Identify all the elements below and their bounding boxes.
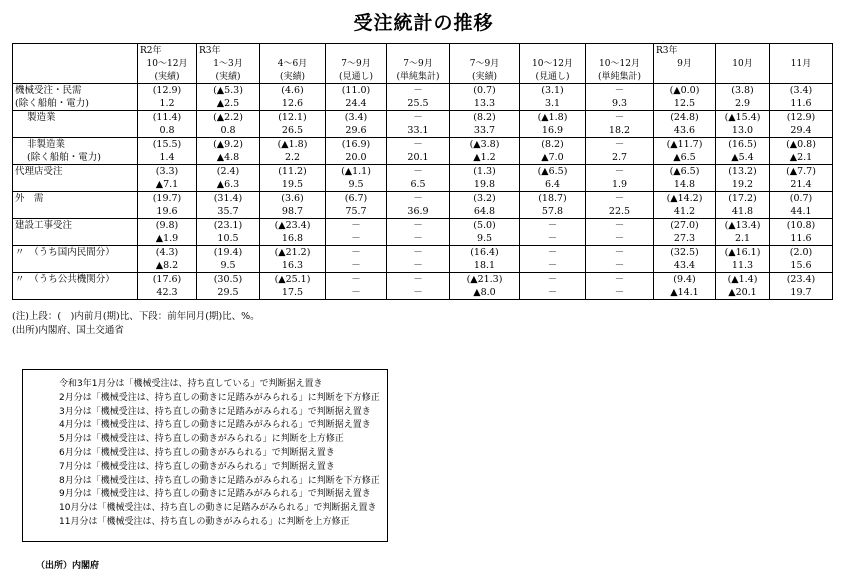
value-mom: (11.4) (138, 111, 197, 125)
value-mom: (19.7) (138, 192, 197, 206)
header-kind: (見通し) (520, 70, 586, 84)
value-mom: (0.7) (770, 192, 833, 206)
value-yoy: 11.6 (770, 232, 833, 246)
value-mom: (3.1) (520, 84, 586, 98)
value-mom: (4.3) (138, 246, 197, 260)
value-mom: (3.2) (450, 192, 520, 206)
value-mom: (▲1.8) (260, 138, 326, 152)
row-label-sub: (除く船舶・電力) (13, 97, 138, 111)
value-mom: － (586, 273, 654, 287)
table-note: (注)上段：( )内前月(期)比、下段：前年同月(期)比、%。 (12, 311, 260, 322)
value-mom: (▲21.3) (450, 273, 520, 287)
table-row (13, 205, 833, 219)
value-yoy: 2.9 (716, 97, 770, 111)
value-mom: (▲1.1) (326, 165, 387, 179)
header-year: R2年 (138, 44, 197, 58)
value-mom: (▲6.5) (520, 165, 586, 179)
value-mom: (12.9) (770, 111, 833, 125)
value-mom: (▲1.4) (716, 273, 770, 287)
value-yoy: 6.5 (387, 178, 450, 192)
value-yoy: ▲7.1 (138, 178, 197, 192)
value-yoy: ▲20.1 (716, 286, 770, 300)
header-year: R3年 (654, 44, 716, 58)
value-yoy: 0.8 (197, 124, 260, 138)
value-yoy: 20.0 (326, 151, 387, 165)
value-yoy: 0.8 (138, 124, 197, 138)
header-kind (770, 70, 833, 84)
table-row (13, 192, 833, 206)
value-yoy: 57.8 (520, 205, 586, 219)
value-mom: － (387, 246, 450, 260)
value-yoy: ▲6.5 (654, 151, 716, 165)
row-label-sub (13, 286, 138, 300)
value-mom: (▲3.8) (450, 138, 520, 152)
judgment-line: 7月分は「機械受注は、持ち直しの動きがみられる」で判断据え置き (59, 461, 335, 472)
judgment-history-list (59, 378, 380, 530)
value-yoy: ▲1.9 (138, 232, 197, 246)
value-yoy: 16.3 (260, 259, 326, 273)
value-yoy: 10.5 (197, 232, 260, 246)
value-mom: (3.6) (260, 192, 326, 206)
value-mom: (▲6.5) (654, 165, 716, 179)
header-year: R3年 (197, 44, 260, 58)
box-source: （出所）内閣府 (36, 561, 100, 571)
value-yoy: 19.7 (770, 286, 833, 300)
value-yoy: 21.4 (770, 178, 833, 192)
value-mom: (▲2.2) (197, 111, 260, 125)
header-corner (13, 57, 138, 70)
value-mom: (16.5) (716, 138, 770, 152)
value-mom: (▲15.4) (716, 111, 770, 125)
value-yoy: 6.4 (520, 178, 586, 192)
value-yoy: 22.5 (586, 205, 654, 219)
value-yoy: 98.7 (260, 205, 326, 219)
value-mom: － (586, 84, 654, 98)
value-yoy: 12.5 (654, 97, 716, 111)
value-yoy: 19.6 (138, 205, 197, 219)
value-yoy: 19.5 (260, 178, 326, 192)
header-period: 10～12月 (586, 57, 654, 70)
value-yoy: － (586, 286, 654, 300)
value-mom: － (387, 111, 450, 125)
value-mom: (17.2) (716, 192, 770, 206)
value-yoy: 13.0 (716, 124, 770, 138)
value-yoy: 11.6 (770, 97, 833, 111)
table-row (13, 97, 833, 111)
value-mom: － (586, 165, 654, 179)
header-kind (654, 70, 716, 84)
value-yoy: 75.7 (326, 205, 387, 219)
value-yoy: 25.5 (387, 97, 450, 111)
row-label: 〃 （うち国内民間分） (13, 246, 138, 260)
value-mom: (▲23.4) (260, 219, 326, 233)
value-mom: (19.4) (197, 246, 260, 260)
value-mom: (2.4) (197, 165, 260, 179)
value-mom: (4.6) (260, 84, 326, 98)
value-mom: － (520, 273, 586, 287)
value-mom: (3.4) (770, 84, 833, 98)
value-yoy: － (387, 286, 450, 300)
table-row (13, 124, 833, 138)
value-mom: (16.4) (450, 246, 520, 260)
header-year (326, 44, 387, 58)
value-yoy: 43.4 (654, 259, 716, 273)
value-mom: (▲21.2) (260, 246, 326, 260)
value-mom: (31.4) (197, 192, 260, 206)
value-mom: － (387, 192, 450, 206)
value-yoy: － (520, 232, 586, 246)
value-mom: － (520, 246, 586, 260)
table-row (13, 232, 833, 246)
value-mom: － (586, 192, 654, 206)
table-row (13, 151, 833, 165)
value-yoy: 9.5 (326, 178, 387, 192)
value-mom: (13.2) (716, 165, 770, 179)
value-yoy: 26.5 (260, 124, 326, 138)
table-row (13, 219, 833, 233)
value-mom: (24.8) (654, 111, 716, 125)
value-yoy: 12.6 (260, 97, 326, 111)
header-period: 4～6月 (260, 57, 326, 70)
value-yoy: 33.1 (387, 124, 450, 138)
value-mom: (▲14.2) (654, 192, 716, 206)
header-year (260, 44, 326, 58)
row-label-sub (13, 205, 138, 219)
table-row (13, 178, 833, 192)
value-mom: － (387, 273, 450, 287)
value-yoy: － (326, 286, 387, 300)
value-mom: － (520, 219, 586, 233)
header-year (520, 44, 586, 58)
value-mom: － (326, 273, 387, 287)
value-yoy: 33.7 (450, 124, 520, 138)
value-yoy: 42.3 (138, 286, 197, 300)
value-yoy: ▲8.2 (138, 259, 197, 273)
value-mom: (3.8) (716, 84, 770, 98)
value-yoy: 3.1 (520, 97, 586, 111)
value-yoy: 2.7 (586, 151, 654, 165)
value-mom: (32.5) (654, 246, 716, 260)
value-yoy: 2.1 (716, 232, 770, 246)
header-kind: (単純集計) (586, 70, 654, 84)
row-label-sub (13, 124, 138, 138)
judgment-line: 5月分は「機械受注は、持ち直しの動きがみられる」に判断を上方修正 (59, 434, 344, 445)
value-mom: (▲11.7) (654, 138, 716, 152)
value-mom: (▲5.3) (197, 84, 260, 98)
table-row (13, 138, 833, 152)
value-mom: (9.4) (654, 273, 716, 287)
header-period: 10～12月 (138, 57, 197, 70)
value-yoy: ▲1.2 (450, 151, 520, 165)
value-mom: － (387, 138, 450, 152)
value-yoy: 64.8 (450, 205, 520, 219)
value-mom: (5.0) (450, 219, 520, 233)
row-label: 機械受注・民需 (13, 84, 138, 98)
value-yoy: ▲2.5 (197, 97, 260, 111)
value-mom: (▲1.8) (520, 111, 586, 125)
value-mom: (12.9) (138, 84, 197, 98)
row-label: 〃 （うち公共機関分） (13, 273, 138, 287)
header-year (770, 44, 833, 58)
value-yoy: 9.5 (450, 232, 520, 246)
value-mom: － (586, 111, 654, 125)
value-mom: (12.1) (260, 111, 326, 125)
header-corner (13, 44, 138, 58)
value-yoy: 2.2 (260, 151, 326, 165)
judgment-line: 11月分は「機械受注は、持ち直しの動きがみられる」に判断を上方修正 (59, 516, 350, 527)
value-yoy: － (520, 259, 586, 273)
value-mom: (18.7) (520, 192, 586, 206)
value-yoy: 1.9 (586, 178, 654, 192)
value-mom: (11.2) (260, 165, 326, 179)
value-yoy: － (326, 232, 387, 246)
header-kind: (見通し) (326, 70, 387, 84)
value-mom: － (586, 246, 654, 260)
value-yoy: 16.9 (520, 124, 586, 138)
value-yoy: 19.2 (716, 178, 770, 192)
value-mom: (16.9) (326, 138, 387, 152)
value-yoy: 29.4 (770, 124, 833, 138)
judgment-line: 6月分は「機械受注は、持ち直しの動きがみられる」で判断据え置き (59, 447, 335, 458)
header-period: 10月 (716, 57, 770, 70)
header-period: 9月 (654, 57, 716, 70)
row-label: 非製造業 (13, 138, 138, 152)
orders-table (12, 43, 833, 300)
header-period: 7～9月 (326, 57, 387, 70)
value-yoy: － (326, 259, 387, 273)
judgment-line: 9月分は「機械受注は、持ち直しの動きに足踏みがみられる」で判断据え置き (59, 489, 371, 500)
value-mom: (27.0) (654, 219, 716, 233)
value-yoy: － (586, 259, 654, 273)
header-year (387, 44, 450, 58)
header-kind: (実績) (197, 70, 260, 84)
value-mom: (23.4) (770, 273, 833, 287)
value-yoy: － (387, 259, 450, 273)
value-mom: (23.1) (197, 219, 260, 233)
value-mom: － (387, 219, 450, 233)
value-mom: － (326, 219, 387, 233)
header-year (716, 44, 770, 58)
value-yoy: 1.2 (138, 97, 197, 111)
value-yoy: 43.6 (654, 124, 716, 138)
table-row (13, 84, 833, 98)
header-period: 10～12月 (520, 57, 586, 70)
row-label: 代理店受注 (13, 165, 138, 179)
value-mom: (▲7.7) (770, 165, 833, 179)
value-yoy: ▲6.3 (197, 178, 260, 192)
value-mom: (0.7) (450, 84, 520, 98)
value-yoy: 44.1 (770, 205, 833, 219)
row-label: 製造業 (13, 111, 138, 125)
value-yoy: 9.3 (586, 97, 654, 111)
value-yoy: － (520, 286, 586, 300)
value-yoy: 18.2 (586, 124, 654, 138)
judgment-history-box (22, 369, 388, 542)
value-yoy: 29.5 (197, 286, 260, 300)
value-mom: (8.2) (450, 111, 520, 125)
header-kind: (単純集計) (387, 70, 450, 84)
value-yoy: 35.7 (197, 205, 260, 219)
table-row (13, 246, 833, 260)
value-mom: (1.3) (450, 165, 520, 179)
value-mom: (8.2) (520, 138, 586, 152)
value-yoy: 20.1 (387, 151, 450, 165)
judgment-line: 令和3年1月分は「機械受注は、持ち直している」で判断据え置き (59, 379, 323, 389)
header-period: 11月 (770, 57, 833, 70)
value-yoy: 14.8 (654, 178, 716, 192)
value-mom: － (586, 219, 654, 233)
value-mom: － (387, 165, 450, 179)
value-yoy: ▲4.8 (197, 151, 260, 165)
value-yoy: 24.4 (326, 97, 387, 111)
value-yoy: ▲5.4 (716, 151, 770, 165)
value-yoy: 16.8 (260, 232, 326, 246)
row-label-sub (13, 178, 138, 192)
table-source: (出所)内閣府、国土交通省 (12, 325, 124, 336)
value-yoy: ▲14.1 (654, 286, 716, 300)
value-mom: (30.5) (197, 273, 260, 287)
value-yoy: 17.5 (260, 286, 326, 300)
value-yoy: ▲8.0 (450, 286, 520, 300)
value-yoy: ▲2.1 (770, 151, 833, 165)
value-yoy: － (586, 232, 654, 246)
table-row (13, 111, 833, 125)
page-title: 受注統計の推移 (353, 12, 494, 34)
table-row (13, 273, 833, 287)
header-kind: (実績) (450, 70, 520, 84)
table-row (13, 286, 833, 300)
header-year (586, 44, 654, 58)
value-yoy: 19.8 (450, 178, 520, 192)
header-kind: (実績) (260, 70, 326, 84)
value-yoy: 27.3 (654, 232, 716, 246)
value-yoy: 41.8 (716, 205, 770, 219)
value-mom: (▲13.4) (716, 219, 770, 233)
value-mom: (15.5) (138, 138, 197, 152)
value-yoy: － (387, 232, 450, 246)
value-yoy: 15.6 (770, 259, 833, 273)
header-kind (716, 70, 770, 84)
value-mom: (3.3) (138, 165, 197, 179)
value-mom: (2.0) (770, 246, 833, 260)
header-year (450, 44, 520, 58)
value-mom: (▲16.1) (716, 246, 770, 260)
value-yoy: 36.9 (387, 205, 450, 219)
value-mom: (▲25.1) (260, 273, 326, 287)
header-period: 7～9月 (387, 57, 450, 70)
judgment-line: 10月分は「機械受注は、持ち直しの動きに足踏みがみられる」で判断据え置き (59, 503, 377, 514)
value-mom: (▲9.2) (197, 138, 260, 152)
table-row (13, 165, 833, 179)
value-mom: (▲0.0) (654, 84, 716, 98)
header-period: 1～3月 (197, 57, 260, 70)
value-mom: (17.6) (138, 273, 197, 287)
value-mom: － (387, 84, 450, 98)
value-mom: － (326, 246, 387, 260)
row-label-sub: (除く船舶・電力) (13, 151, 138, 165)
table-row (13, 259, 833, 273)
judgment-line: 8月分は「機械受注は、持ち直しの動きに足踏みがみられる」に判断を下方修正 (59, 475, 380, 486)
value-yoy: 13.3 (450, 97, 520, 111)
value-mom: (6.7) (326, 192, 387, 206)
value-mom: (10.8) (770, 219, 833, 233)
judgment-line: 3月分は「機械受注は、持ち直しの動きに足踏みがみられる」で判断据え置き (59, 406, 371, 417)
value-mom: (11.0) (326, 84, 387, 98)
row-label-sub (13, 259, 138, 273)
row-label-sub (13, 232, 138, 246)
value-yoy: ▲7.0 (520, 151, 586, 165)
row-label: 外 需 (13, 192, 138, 206)
judgment-line: 4月分は「機械受注は、持ち直しの動きに足踏みがみられる」で判断据え置き (59, 420, 371, 431)
value-yoy: 18.1 (450, 259, 520, 273)
header-period: 7～9月 (450, 57, 520, 70)
value-mom: (3.4) (326, 111, 387, 125)
judgment-line: 2月分は「機械受注は、持ち直しの動きに足踏みがみられる」に判断を下方修正 (59, 392, 380, 403)
value-yoy: 29.6 (326, 124, 387, 138)
value-yoy: 1.4 (138, 151, 197, 165)
value-yoy: 11.3 (716, 259, 770, 273)
value-mom: (▲0.8) (770, 138, 833, 152)
value-yoy: 41.2 (654, 205, 716, 219)
value-mom: － (586, 138, 654, 152)
value-yoy: 9.5 (197, 259, 260, 273)
row-label: 建設工事受注 (13, 219, 138, 233)
header-kind: (実績) (138, 70, 197, 84)
value-mom: (9.8) (138, 219, 197, 233)
header-corner (13, 70, 138, 84)
